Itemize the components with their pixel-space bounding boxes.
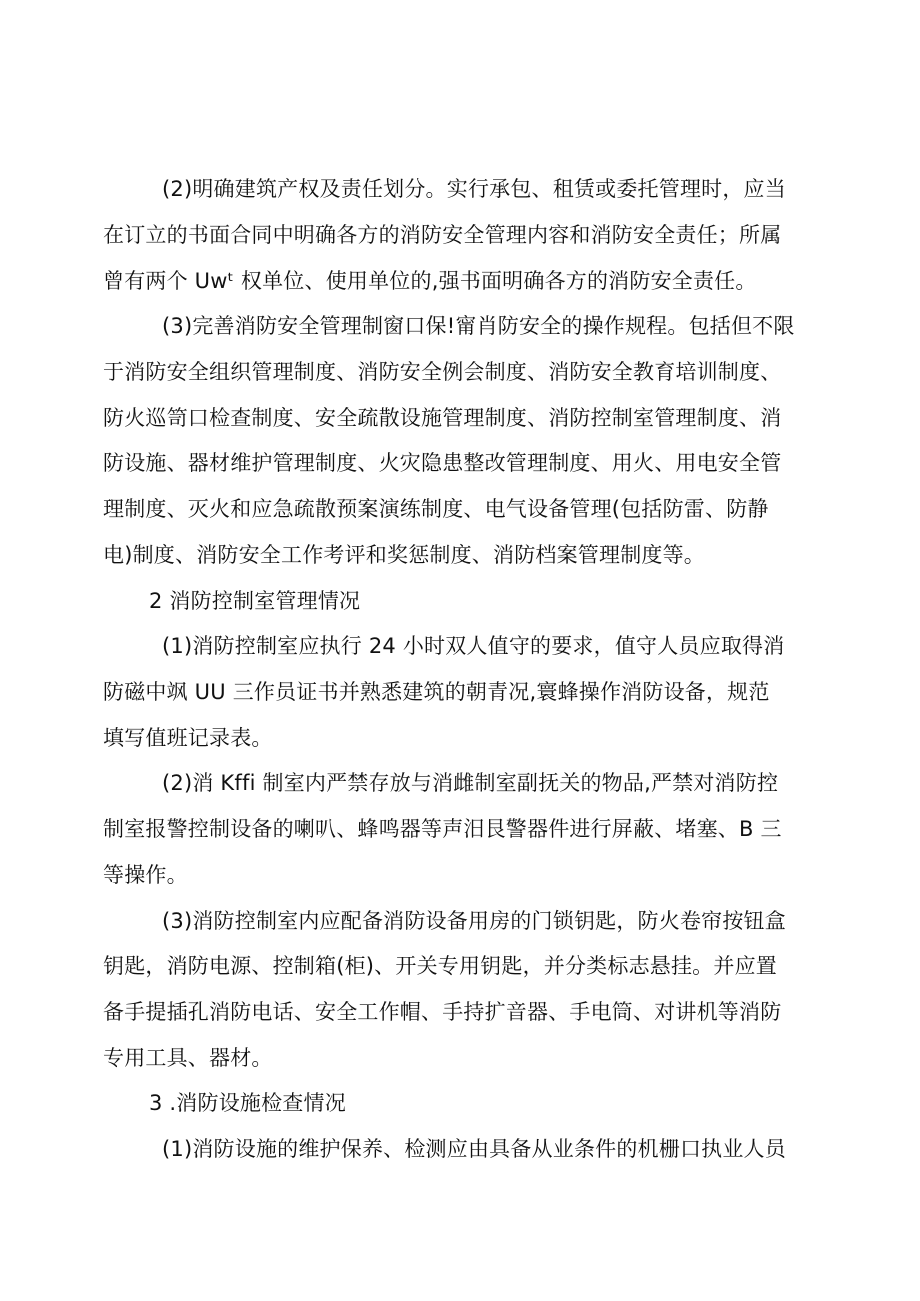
paragraph-line: (3)消防控制室内应配备消防设备用房的门锁钥匙，防火卷帘按钮盒 <box>162 909 786 933</box>
section-heading: 2 消防控制室管理情况 <box>149 589 361 613</box>
paragraph-line: 填写值班记录表。 <box>103 726 273 750</box>
paragraph-line: (2)明确建筑产权及责任划分。实行承包、租赁或委托管理时，应当 <box>162 177 786 201</box>
paragraph-line: 钥匙，消防电源、控制箱(柜)、开关专用钥匙，并分类标志悬挂。并应置 <box>103 954 777 978</box>
paragraph-line: (3)完善消防安全管理制窗口保!甯肖防安全的操作规程。包括但不限 <box>162 314 795 338</box>
paragraph-line: (1)消防设施的维护保养、检测应由具备从业条件的机栅口执业人员 <box>162 1137 786 1161</box>
paragraph-line: 曾有两个 Uwᵗ 权单位、使用单位的,强书面明确各方的消防安全责任。 <box>103 269 757 293</box>
paragraph-line: 电)制度、消防安全工作考评和奖惩制度、消防档案管理制度等。 <box>103 543 705 567</box>
paragraph-line: 防磁中飒 UU 三作员证书并熟悉建筑的朝青况,寰蜂操作消防设备，规范 <box>103 680 770 704</box>
paragraph-line: (1)消防控制室应执行 24 小时双人值守的要求，值守人员应取得消 <box>162 634 785 658</box>
paragraph-line: 防火巡笥口检查制度、安全疏散设施管理制度、消防控制室管理制度、消 <box>103 406 782 430</box>
paragraph-line: 专用工具、器材。 <box>103 1046 273 1070</box>
paragraph-line: 理制度、灭火和应急疏散预案演练制度、电气设备管理(包括防雷、防静 <box>103 497 769 521</box>
paragraph-line: 等操作。 <box>103 863 188 887</box>
paragraph-line: 于消防安全组织管理制度、消防安全例会制度、消防安全教育培训制度、 <box>103 360 782 384</box>
paragraph-line: 防设施、器材维护管理制度、火灾隐患整改管理制度、用火、用电安全管 <box>103 451 782 475</box>
paragraph-line: 备手提插孔消防电话、安全工作帽、手持扩音器、手电筒、对讲机等消防 <box>103 1000 782 1024</box>
paragraph-line: (2)消 Kffi 制室内严禁存放与消雌制室副抚关的物品,严禁对消防控 <box>162 771 779 795</box>
paragraph-line: 在订立的书面合同中明确各方的消防安全管理内容和消防安全责任；所属 <box>103 223 782 247</box>
section-heading: 3 .消防设施检查情况 <box>149 1091 346 1115</box>
paragraph-line: 制室报警控制设备的喇叭、蜂鸣器等声汨艮警器件进行屏蔽、堵塞、B 三 <box>103 817 782 841</box>
